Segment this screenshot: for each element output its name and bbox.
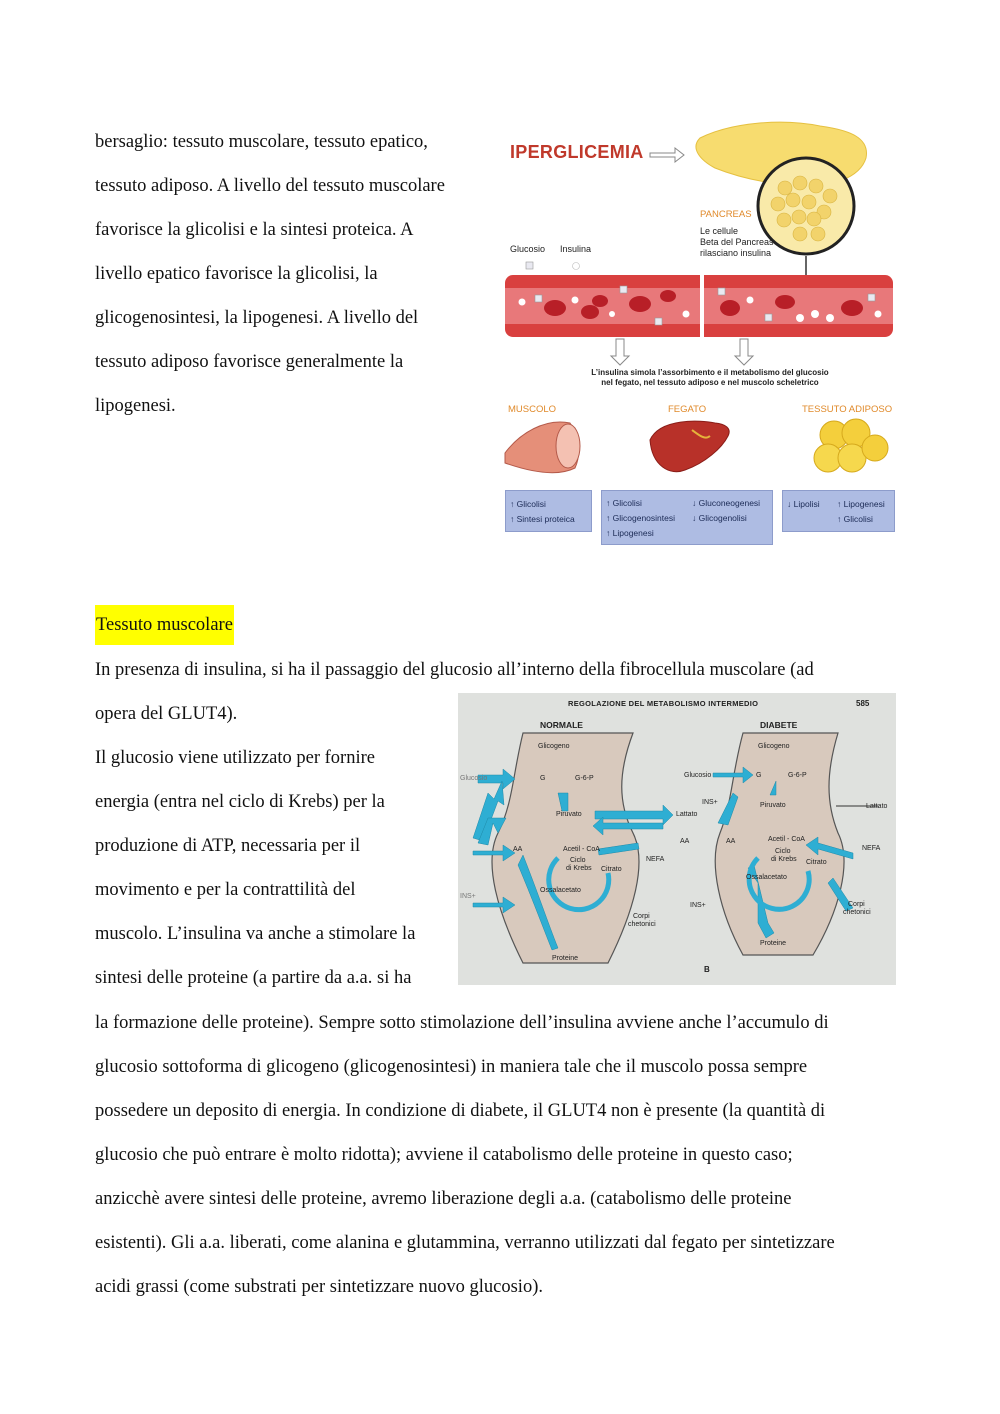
text-line: tessuto adiposo. A livello del tessuto muscolare xyxy=(95,176,445,196)
label: Glicogeno xyxy=(538,743,570,750)
intro-paragraph xyxy=(95,120,485,428)
label: Corpi xyxy=(848,901,865,908)
caption-line: Le cellule xyxy=(700,226,739,236)
label: INS+ xyxy=(702,799,718,806)
label: Ossalacetato xyxy=(540,887,581,894)
figure-page-number: 585 xyxy=(856,699,870,708)
pancreas-label: PANCREAS xyxy=(700,209,752,220)
label: Ossalacetato xyxy=(746,874,787,881)
effect-label: Glicolisi xyxy=(843,514,873,524)
liver-drawing xyxy=(650,421,729,472)
label: Citrato xyxy=(601,866,622,873)
label: Corpi xyxy=(633,913,650,920)
text-line: sintesi delle proteine (a partire da a.a. si ha xyxy=(95,968,412,988)
label: Piruvato xyxy=(556,811,582,818)
pancreas-caption xyxy=(700,226,774,259)
text-line: energia (entra nel ciclo di Krebs) per la xyxy=(95,792,385,812)
text-line: produzione di ATP, necessaria per il xyxy=(95,836,361,856)
title-normale: NORMALE xyxy=(540,720,583,730)
legend-insulin: Insulina xyxy=(560,244,592,254)
label: chetonici xyxy=(628,921,656,928)
label: AA xyxy=(680,838,690,845)
label: Acetil - CoA xyxy=(563,846,600,853)
adipose-effects-box: ↓ Lipolisi ↑ Lipogenesi ↑ Glicolisi xyxy=(782,490,895,532)
figure-header: REGOLAZIONE DEL METABOLISMO INTERMEDIO xyxy=(568,699,759,708)
label: Ciclo xyxy=(775,848,791,855)
iperglicemia-illustration xyxy=(500,118,898,548)
label: Glucosio xyxy=(460,775,488,782)
iperglicemia-figure xyxy=(500,118,898,548)
text-line: anzicchè avere sintesi delle proteine, avremo liberazione degli a.a. (catabolismo delle proteine xyxy=(95,1189,792,1209)
adipose-drawing xyxy=(814,419,888,472)
text-line: lipogenesi. xyxy=(95,396,176,416)
effect-label: Glicolisi xyxy=(516,499,546,509)
label: INS+ xyxy=(460,893,476,900)
effect-label: Glicolisi xyxy=(612,498,642,508)
caption-line: Beta del Pancreas xyxy=(700,237,774,247)
organ-label-muscolo: MUSCOLO xyxy=(508,404,557,415)
label: G-6-P xyxy=(575,775,594,782)
text-line: glicogenosintesi, la lipogenesi. A livello del xyxy=(95,308,419,328)
label: NEFA xyxy=(646,856,665,863)
label: Proteine xyxy=(552,955,579,962)
effect-label: Glicogenosintesi xyxy=(612,513,675,523)
text-line: movimento e per la contrattilità del xyxy=(95,880,356,900)
figure-caption xyxy=(580,368,840,388)
label: NEFA xyxy=(862,845,881,852)
caption-line: rilasciano insulina xyxy=(700,248,772,258)
label: di Krebs xyxy=(566,865,592,872)
label: Lattato xyxy=(866,803,888,810)
muscle-effects-box: ↑ Glicolisi ↑ Sintesi proteica xyxy=(505,490,592,532)
text-line: glucosio che può entrare è molto ridotta); avviene il catabolismo delle proteine in questo caso; xyxy=(95,1145,793,1165)
regolazione-figure xyxy=(458,693,896,985)
label: chetonici xyxy=(843,909,871,916)
title-diabete: DIABETE xyxy=(760,720,798,730)
text-line: esistenti). Gli a.a. liberati, come alanina e glutammina, verranno utilizzati dal fegato per sintetizzare xyxy=(95,1233,835,1253)
label: Acetil - CoA xyxy=(768,836,805,843)
text-line: favorisce la glicolisi e la sintesi proteica. A xyxy=(95,220,414,240)
effect-label: Gluconeogenesi xyxy=(698,498,761,508)
iperglicemia-title: IPERGLICEMIA xyxy=(510,142,644,162)
text-line: possedere un deposito di energia. In condizione di diabete, il GLUT4 non è presente (la quantità di xyxy=(95,1101,826,1121)
label: G xyxy=(756,772,762,779)
label: G xyxy=(540,775,546,782)
text-line: opera del GLUT4). xyxy=(95,704,238,724)
liver-effects-box: ↑ Glicolisi ↑ Glicogenosintesi ↑ Lipogenesi ↓ Gluconeogenesi ↓ Glicogenolisi xyxy=(601,490,773,545)
text-line: acidi grassi (come substrati per sintetizzare nuovo glucosio). xyxy=(95,1277,543,1297)
effect-label: Lipogenesi xyxy=(612,528,654,538)
section-heading-tessuto-muscolare: Tessuto muscolare xyxy=(95,605,234,645)
muscle-paragraph-body xyxy=(95,1001,915,1309)
effect-label: Sintesi proteica xyxy=(516,514,575,524)
label: Glicogeno xyxy=(758,743,790,750)
label: Glucosio xyxy=(684,772,712,779)
label: G-6-P xyxy=(788,772,807,779)
label: Piruvato xyxy=(760,802,786,809)
text-line: livello epatico favorisce la glicolisi, la xyxy=(95,264,378,284)
text-line: Il glucosio viene utilizzato per fornire xyxy=(95,748,375,768)
label: Proteine xyxy=(760,940,787,947)
text-line: la formazione delle proteine). Sempre sotto stimolazione dell’insulina avviene anche l’accumulo di xyxy=(95,1013,829,1033)
label: INS+ xyxy=(690,902,706,909)
effect-label: Lipogenesi xyxy=(843,499,885,509)
legend-glucose: Glucosio xyxy=(510,244,546,254)
label: Lattato xyxy=(676,811,698,818)
label: Citrato xyxy=(806,859,827,866)
label: AA xyxy=(726,838,736,845)
label: AA xyxy=(513,846,523,853)
panel-letter: B xyxy=(704,965,710,974)
text-line: bersaglio: tessuto muscolare, tessuto epatico, xyxy=(95,132,428,152)
effect-label: Lipolisi xyxy=(793,499,820,509)
caption-line: nel fegato, nel tessuto adiposo e nel muscolo scheletrico xyxy=(601,378,819,387)
label: Ciclo xyxy=(570,857,586,864)
caption-line: L’insulina simola l’assorbimento e il metabolismo del glucosio xyxy=(591,368,829,377)
label: di Krebs xyxy=(771,856,797,863)
effect-label: Glicogenolisi xyxy=(698,513,747,523)
regolazione-diagram xyxy=(458,693,896,985)
organ-label-fegato: FEGATO xyxy=(668,404,707,415)
text-line: In presenza di insulina, si ha il passaggio del glucosio all’interno della fibrocellula muscolare (ad xyxy=(95,660,814,680)
text-line: tessuto adiposo favorisce generalmente la xyxy=(95,352,404,372)
text-line: muscolo. L’insulina va anche a stimolare la xyxy=(95,924,416,944)
text-line: glucosio sottoforma di glicogeno (glicogenosintesi) in maniera tale che il muscolo possa sempre xyxy=(95,1057,808,1077)
organ-label-tessuto-adiposo: TESSUTO ADIPOSO xyxy=(802,404,893,415)
